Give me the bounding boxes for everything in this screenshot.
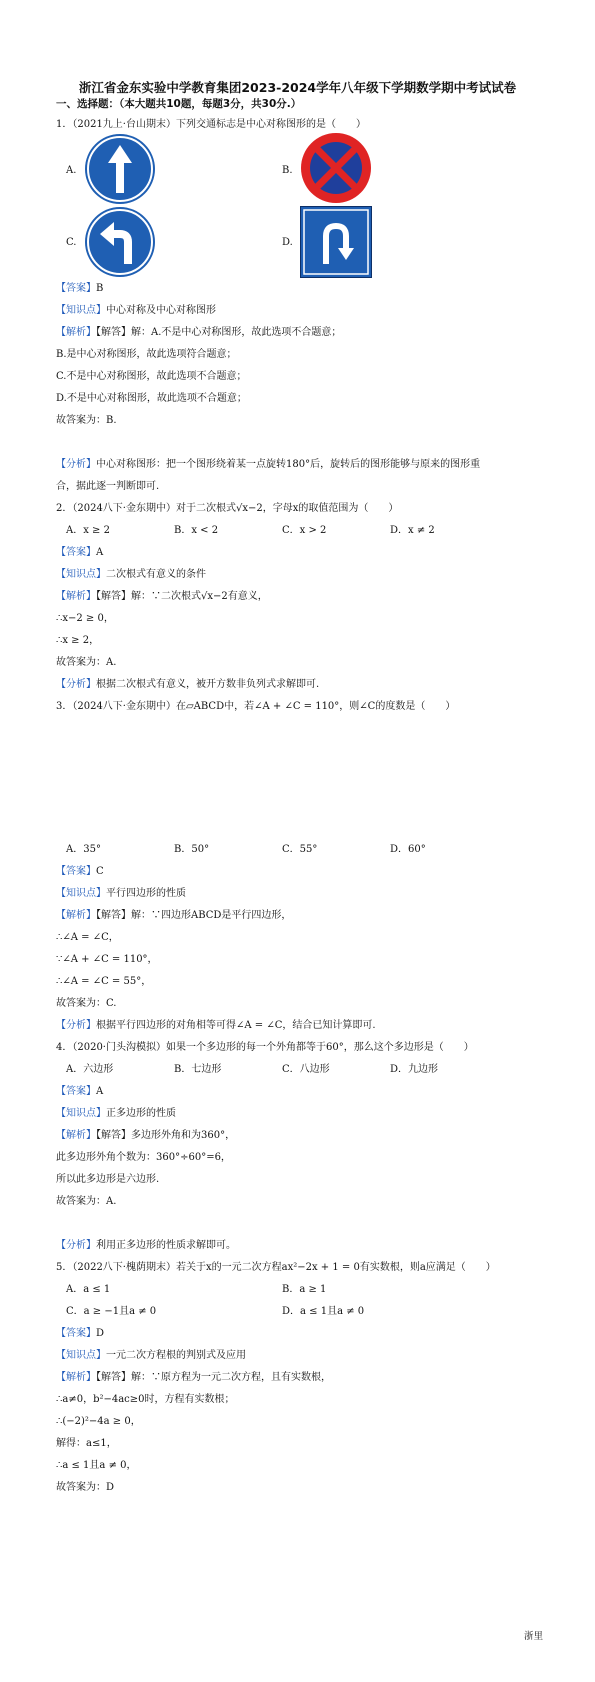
q5-opt-b: B．a ≥ 1 [282,1284,327,1295]
q3-analysis2: 【分析】根据平行四边形的对角相等可得∠A = ∠C，结合已知计算即可. [56,1020,376,1031]
q2-opt-b: B．x < 2 [174,525,219,536]
q5-answer: 【答案】D [56,1328,105,1339]
q3-opt-a: A．35° [66,844,101,855]
page-footer: 浙里 [523,1631,543,1642]
q3-stem: 3．（2024八下·金东期中）在▱ABCD中，若∠A + ∠C = 110°，则∠C的度数是（ ） [56,701,456,712]
q5-analysis: 【解析】【解答】解：∵原方程为一元二次方程，且有实数根， [56,1372,331,1383]
q3-analysis: 【解析】【解答】解：∵四边形ABCD是平行四边形， [56,910,292,921]
q4-opt-b: B．七边形 [174,1064,222,1075]
q1-line: D.不是中心对称图形，故此选项不合题意； [56,393,247,404]
q2-line: 故答案为：A. [56,657,117,668]
q3-line: ∴∠A = ∠C = 55°， [56,976,152,987]
section-heading: 一、选择题：（本大题共10题，每题3分，共30分.） [56,98,302,110]
q2-opt-a: A．x ≥ 2 [66,525,110,536]
u-turn-sign-icon [300,206,372,278]
up-arrow-sign-icon [84,133,156,205]
no-parking-sign-icon [300,132,372,204]
q4-analysis2: 【分析】利用正多边形的性质求解即可。 [56,1240,236,1251]
q5-opt-c: C．a ≥ −1且a ≠ 0 [66,1306,157,1317]
q4-opt-d: D．九边形 [390,1064,439,1075]
q4-line: 故答案为：A. [56,1196,117,1207]
q1-line: B.是中心对称图形，故此选项符合题意； [56,349,237,360]
q4-opt-c: C．八边形 [282,1064,330,1075]
q2-stem: 2．（2024八下·金东期中）对于二次根式√x−2，字母x的取值范围为（ ） [56,503,399,514]
q3-line: ∵∠A + ∠C = 110°， [56,954,158,965]
q2-analysis2: 【分析】根据二次根式有意义，被开方数非负列式求解即可. [56,679,320,690]
q5-line: ∴a≠0，b²−4ac≥0时，方程有实数根； [56,1394,235,1405]
q3-answer: 【答案】C [56,866,104,877]
page-title: 浙江省金东实验中学教育集团2023-2024学年八年级下学期数学期中考试试卷 [78,80,517,95]
q1-stem: 1．（2021九上·台山期末）下列交通标志是中心对称图形的是（ ） [56,119,366,130]
q3-line: ∴∠A = ∠C， [56,932,119,943]
q1-line: 故答案为：B. [56,415,117,426]
q2-opt-c: C．x > 2 [282,525,327,536]
q1-analysis2-cont: 合，据此逐一判断即可. [56,481,160,492]
q4-analysis: 【解析】【解答】多边形外角和为360°， [56,1130,236,1141]
q5-line: ∴a ≤ 1且a ≠ 0， [56,1460,137,1471]
q5-stem: 5．（2022八下·槐荫期末）若关于x的一元二次方程ax²−2x + 1 = 0有实数根，则a应满足（ ） [56,1262,496,1273]
q1-knowledge: 【知识点】中心对称及中心对称图形 [56,305,216,316]
q2-analysis: 【解析】【解答】解：∵二次根式√x−2有意义， [56,591,268,602]
q3-opt-d: D．60° [390,844,426,855]
q1-analysis: 【解析】【解答】解：A.不是中心对称图形，故此选项不合题意； [56,327,342,338]
q2-answer: 【答案】A [56,547,104,558]
q5-opt-d: D．a ≤ 1且a ≠ 0 [282,1306,365,1317]
q4-opt-a: A．六边形 [66,1064,114,1075]
q4-stem: 4．（2020·门头沟模拟）如果一个多边形的每一个外角都等于60°，那么这个多边形是（ ） [56,1042,474,1053]
q5-line: 故答案为：D [56,1482,115,1493]
q3-opt-c: C．55° [282,844,318,855]
q2-knowledge: 【知识点】二次根式有意义的条件 [56,569,206,580]
q4-line: 此多边形外角个数为：360°÷60°=6， [56,1152,231,1163]
q1-line: C.不是中心对称图形，故此选项不合题意； [56,371,247,382]
q5-opt-a: A．a ≤ 1 [66,1284,111,1295]
q5-line: 解得：a≤1， [56,1438,117,1449]
q4-line: 所以此多边形是六边形. [56,1174,160,1185]
q5-knowledge: 【知识点】一元二次方程根的判别式及应用 [56,1350,246,1361]
q1-opt-a: A. [66,165,77,176]
q1-answer: 【答案】B [56,283,104,294]
q1-opt-b: B. [282,165,293,176]
q3-line: 故答案为：C. [56,998,117,1009]
q2-line: ∴x ≥ 2， [56,635,100,646]
q2-line: ∴x−2 ≥ 0， [56,613,114,624]
q5-line: ∴(−2)²−4a ≥ 0， [56,1416,141,1427]
q1-opt-d: D. [282,237,293,248]
q4-answer: 【答案】A [56,1086,104,1097]
q4-knowledge: 【知识点】正多边形的性质 [56,1108,176,1119]
q3-opt-b: B．50° [174,844,210,855]
left-turn-sign-icon [84,206,156,278]
q1-analysis2: 【分析】中心对称图形：把一个图形绕着某一点旋转180°后，旋转后的图形能够与原来的图形重 [56,459,481,470]
q3-knowledge: 【知识点】平行四边形的性质 [56,888,186,899]
q2-opt-d: D．x ≠ 2 [390,525,435,536]
q1-opt-c: C. [66,237,77,248]
